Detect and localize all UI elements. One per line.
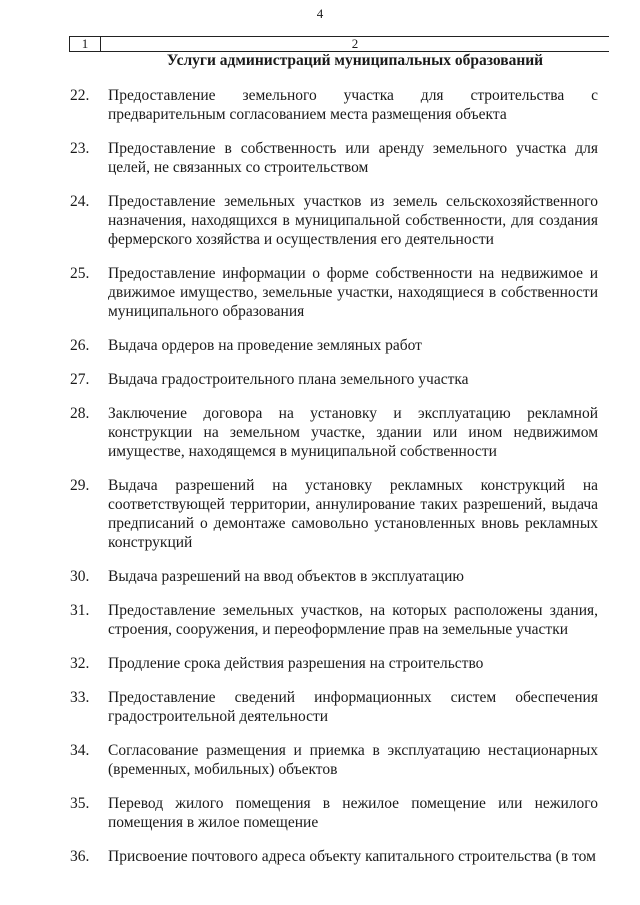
list-item xyxy=(70,688,598,726)
list-item-text: Согласование размещения и приемка в эксплуатацию нестационарных (временных, мобильных) объектов xyxy=(108,742,598,778)
list-item xyxy=(70,794,598,832)
list-item xyxy=(70,847,598,866)
list-item xyxy=(70,404,598,461)
list-item-text: Предоставление земельного участка для строительства с предварительным согласованием места размещения объекта xyxy=(108,87,598,123)
list-item-text: Перевод жилого помещения в нежилое помещение или нежилого помещения в жилое помещение xyxy=(108,795,598,831)
list-item xyxy=(70,567,598,586)
section-title: Услуги администраций муниципальных образований xyxy=(166,52,544,69)
list-item-text: Предоставление земельных участков, на которых расположены здания, строения, сооружения, и переоформление прав на земельные участки xyxy=(108,602,598,638)
list-item-text: Предоставление в собственность или аренду земельного участка для целей, не связанных со строительством xyxy=(108,140,598,176)
list-item-number: 33. xyxy=(70,689,90,706)
list-item xyxy=(70,741,598,779)
list-item xyxy=(70,139,598,177)
list-item-text: Присвоение почтового адреса объекту капитального строительства (в том xyxy=(108,848,596,865)
list-item-number: 29. xyxy=(70,477,90,494)
list-item-number: 22. xyxy=(70,87,90,104)
list-item xyxy=(70,192,598,249)
list-item-number: 34. xyxy=(70,742,90,759)
column-2-number: 2 xyxy=(101,37,610,52)
list-item-text: Выдача градостроительного плана земельного участка xyxy=(108,371,469,388)
list-item-number: 27. xyxy=(70,371,90,388)
list-item-text: Выдача разрешений на установку рекламных конструкций на соответствующей территории, аннулирование таких разрешений, выдача предписаний о демонтаже самовольно установленных вновь рекламных конструкций xyxy=(108,477,598,551)
list-item-number: 24. xyxy=(70,193,90,210)
page-number: 4 xyxy=(316,6,324,21)
list-item-text: Предоставление сведений информационных систем обеспечения градостроительной деятельности xyxy=(108,689,598,725)
list-item-number: 23. xyxy=(70,140,90,157)
column-header-table xyxy=(69,36,609,52)
list-item-number: 25. xyxy=(70,265,90,282)
list-item xyxy=(70,654,598,673)
list-item-text: Продление срока действия разрешения на строительство xyxy=(108,655,484,672)
list-item-number: 26. xyxy=(70,337,90,354)
list-item xyxy=(70,264,598,321)
list-item-number: 31. xyxy=(70,602,90,619)
list-item xyxy=(70,476,598,552)
list-item-text: Выдача разрешений на ввод объектов в эксплуатацию xyxy=(108,568,464,585)
list-item-number: 32. xyxy=(70,655,90,672)
list-item-number: 36. xyxy=(70,848,90,865)
list-item-text: Выдача ордеров на проведение земляных работ xyxy=(108,337,422,354)
column-1-number: 1 xyxy=(70,37,101,52)
list-item-text: Заключение договора на установку и эксплуатацию рекламной конструкции на земельном участке, здании или ином недвижимом имуществе, находящемся в муниципальной собственности xyxy=(108,405,598,460)
list-item xyxy=(70,370,598,389)
list-item-number: 28. xyxy=(70,405,90,422)
list-item-text: Предоставление информации о форме собственности на недвижимое и движимое имущество, земельные участки, находящиеся в собственности муниципального образования xyxy=(108,265,598,320)
list-item xyxy=(70,336,598,355)
services-list xyxy=(70,86,598,866)
list-item-number: 35. xyxy=(70,795,90,812)
list-item-number: 30. xyxy=(70,568,90,585)
list-item xyxy=(70,601,598,639)
list-item xyxy=(70,86,598,124)
list-item-text: Предоставление земельных участков из земель сельскохозяйственного назначения, находящихся в муниципальной собственности, для создания фермерского хозяйства и осуществления его деятельности xyxy=(108,193,598,248)
